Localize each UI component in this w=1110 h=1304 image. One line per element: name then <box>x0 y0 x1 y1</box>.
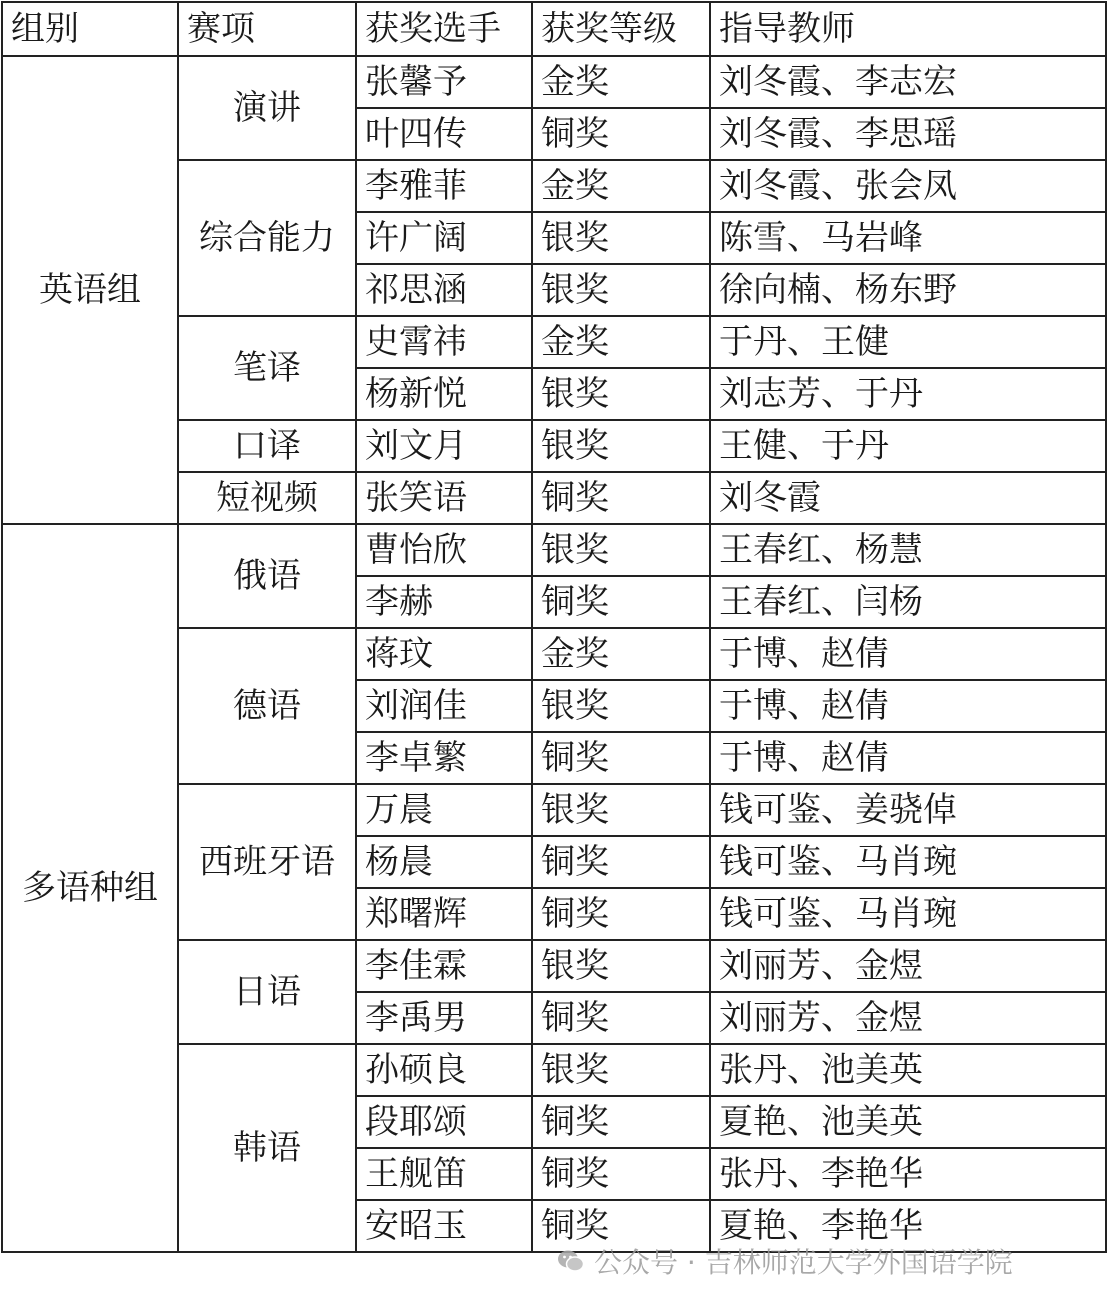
teachers-cell: 王春红、杨慧 <box>710 524 1106 576</box>
header-event: 赛项 <box>178 2 356 56</box>
award-level-cell: 铜奖 <box>532 836 710 888</box>
table-row <box>2 56 1106 108</box>
header-row <box>2 2 1106 56</box>
award-level-cell: 银奖 <box>532 264 710 316</box>
teachers-cell: 刘冬霞 <box>710 472 1106 524</box>
event-cell: 综合能力 <box>178 160 356 316</box>
award-level-cell: 铜奖 <box>532 1096 710 1148</box>
student-cell: 孙硕良 <box>356 1044 532 1096</box>
teachers-cell: 刘冬霞、李思瑶 <box>710 108 1106 160</box>
student-cell: 刘润佳 <box>356 680 532 732</box>
teachers-cell: 刘丽芳、金煜 <box>710 940 1106 992</box>
watermark-text: 公众号 · 吉林师范大学外国语学院 <box>594 1246 1013 1279</box>
student-cell: 许广阔 <box>356 212 532 264</box>
student-cell: 张馨予 <box>356 56 532 108</box>
teachers-cell: 刘志芳、于丹 <box>710 368 1106 420</box>
student-cell: 祁思涵 <box>356 264 532 316</box>
student-cell: 史霄祎 <box>356 316 532 368</box>
teachers-cell: 徐向楠、杨东野 <box>710 264 1106 316</box>
teachers-cell: 陈雪、马岩峰 <box>710 212 1106 264</box>
award-level-cell: 银奖 <box>532 212 710 264</box>
teachers-cell: 于博、赵倩 <box>710 680 1106 732</box>
teachers-cell: 于博、赵倩 <box>710 628 1106 680</box>
teachers-cell: 钱可鉴、马肖琬 <box>710 836 1106 888</box>
student-cell: 张笑语 <box>356 472 532 524</box>
award-level-cell: 铜奖 <box>532 1148 710 1200</box>
student-cell: 李赫 <box>356 576 532 628</box>
teachers-cell: 钱可鉴、马肖琬 <box>710 888 1106 940</box>
student-cell: 段耶颂 <box>356 1096 532 1148</box>
teachers-cell: 刘冬霞、张会凤 <box>710 160 1106 212</box>
award-level-cell: 铜奖 <box>532 1200 710 1252</box>
table-body <box>2 56 1106 1252</box>
teachers-cell: 于博、赵倩 <box>710 732 1106 784</box>
award-level-cell: 银奖 <box>532 368 710 420</box>
award-level-cell: 银奖 <box>532 784 710 836</box>
award-level-cell: 金奖 <box>532 56 710 108</box>
event-cell: 俄语 <box>178 524 356 628</box>
student-cell: 叶四传 <box>356 108 532 160</box>
award-level-cell: 银奖 <box>532 680 710 732</box>
group-cell: 英语组 <box>2 56 178 524</box>
student-cell: 李卓繁 <box>356 732 532 784</box>
event-cell: 笔译 <box>178 316 356 420</box>
student-cell: 曹怡欣 <box>356 524 532 576</box>
teachers-cell: 刘丽芳、金煜 <box>710 992 1106 1044</box>
award-level-cell: 银奖 <box>532 1044 710 1096</box>
award-level-cell: 银奖 <box>532 524 710 576</box>
event-cell: 韩语 <box>178 1044 356 1252</box>
header-student: 获奖选手 <box>356 2 532 56</box>
event-cell: 德语 <box>178 628 356 784</box>
student-cell: 李禹男 <box>356 992 532 1044</box>
student-cell: 安昭玉 <box>356 1200 532 1252</box>
teachers-cell: 张丹、池美英 <box>710 1044 1106 1096</box>
award-level-cell: 金奖 <box>532 628 710 680</box>
group-cell: 多语种组 <box>2 524 178 1252</box>
event-cell: 西班牙语 <box>178 784 356 940</box>
header-group: 组别 <box>2 2 178 56</box>
teachers-cell: 夏艳、池美英 <box>710 1096 1106 1148</box>
student-cell: 万晨 <box>356 784 532 836</box>
event-cell: 口译 <box>178 420 356 472</box>
award-level-cell: 金奖 <box>532 316 710 368</box>
award-level-cell: 铜奖 <box>532 472 710 524</box>
award-level-cell: 铜奖 <box>532 992 710 1044</box>
award-level-cell: 铜奖 <box>532 732 710 784</box>
student-cell: 李雅菲 <box>356 160 532 212</box>
student-cell: 蒋玟 <box>356 628 532 680</box>
teachers-cell: 钱可鉴、姜骁倬 <box>710 784 1106 836</box>
header-teachers: 指导教师 <box>710 2 1106 56</box>
event-cell: 短视频 <box>178 472 356 524</box>
award-level-cell: 铜奖 <box>532 888 710 940</box>
award-level-cell: 银奖 <box>532 940 710 992</box>
teachers-cell: 王健、于丹 <box>710 420 1106 472</box>
award-level-cell: 铜奖 <box>532 108 710 160</box>
student-cell: 杨晨 <box>356 836 532 888</box>
table-row <box>2 524 1106 576</box>
award-level-cell: 金奖 <box>532 160 710 212</box>
teachers-cell: 王春红、闫杨 <box>710 576 1106 628</box>
teachers-cell: 刘冬霞、李志宏 <box>710 56 1106 108</box>
student-cell: 李佳霖 <box>356 940 532 992</box>
teachers-cell: 夏艳、李艳华 <box>710 1200 1106 1252</box>
award-level-cell: 铜奖 <box>532 576 710 628</box>
teachers-cell: 于丹、王健 <box>710 316 1106 368</box>
teachers-cell: 张丹、李艳华 <box>710 1148 1106 1200</box>
student-cell: 郑曙辉 <box>356 888 532 940</box>
event-cell: 演讲 <box>178 56 356 160</box>
header-level: 获奖等级 <box>532 2 710 56</box>
student-cell: 王舰笛 <box>356 1148 532 1200</box>
event-cell: 日语 <box>178 940 356 1044</box>
student-cell: 刘文月 <box>356 420 532 472</box>
award-level-cell: 银奖 <box>532 420 710 472</box>
student-cell: 杨新悦 <box>356 368 532 420</box>
awards-table <box>1 1 1107 1253</box>
